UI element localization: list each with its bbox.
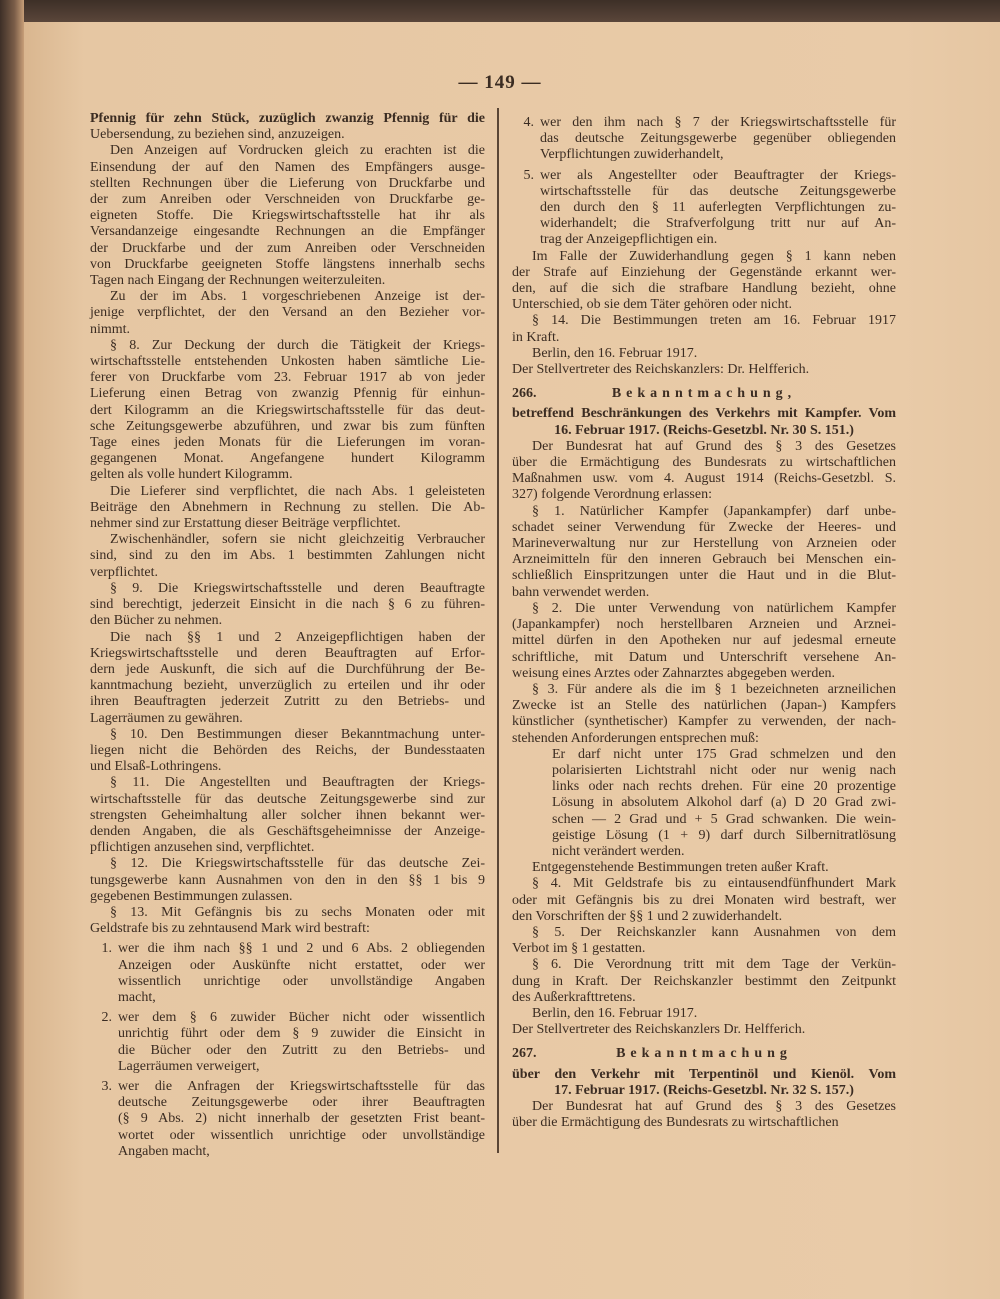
text-line: ferer von Druckfarbe vom 23. Februar 1917 ab von jeder <box>90 370 485 386</box>
list-item-text <box>118 941 485 1006</box>
text-line: § 1. Natürlicher Kampfer (Japankampfer) darf unbe- <box>532 503 896 519</box>
scan-top-edge <box>0 0 1000 22</box>
text-line: stellten Rechnungen über die Lieferung von Druckfarbe und <box>90 175 485 191</box>
text-line: Tagen nach Eingang der Rechnungen weiterzuleiten. <box>90 273 386 289</box>
text-line: 327) folgende Verordnung erlassen: <box>512 487 712 503</box>
text-line: Zwischenhändler, sofern sie nicht gleichzeitig Verbraucher <box>110 532 485 548</box>
text-line: Kriegswirtschaftsstelle und deren Beauftragten auf Erfor- <box>90 645 485 661</box>
list-item-number: 2. <box>101 1010 112 1026</box>
list-item <box>90 1010 485 1075</box>
text-line: denden Angaben, die als Geschäftsgeheimnisse der Anzeige- <box>90 823 485 839</box>
text-line: Geldstrafe bis zu zehntausend Mark wird bestraft: <box>90 921 370 937</box>
text-line: Im Falle der Zuwiderhandlung gegen § 1 kann neben <box>532 248 896 264</box>
announcement-number: 266. <box>512 386 537 402</box>
paragraph <box>512 1099 896 1131</box>
text-line: Berlin, den 16. Februar 1917. <box>532 1005 698 1021</box>
text-line: widerhandelt; die Strafverfolgung tritt nur auf An- <box>540 216 896 232</box>
paragraph <box>512 682 896 747</box>
text-line: Beiträge den Abnehmern in Rechnung zu stellen. Die Ab- <box>90 499 485 515</box>
text-line: Verbot im § 1 gestatten. <box>512 941 646 957</box>
text-line: von Druckfarbe geeigneten Stoffe längstens innerhalb sechs <box>90 256 485 272</box>
text-line: wortet oder wissentlich unrichtige oder unvollständige <box>118 1127 485 1143</box>
signature-line <box>512 362 896 378</box>
text-line: § 9. Die Kriegswirtschaftsstelle und deren Beauftragte <box>110 580 485 596</box>
text-line: stehenden Anforderungen entsprechen muß: <box>512 730 759 746</box>
left-column <box>90 111 485 1160</box>
text-line: und Elsaß-Lothringens. <box>90 759 222 775</box>
list-item <box>512 168 896 249</box>
text-line: Einsendung der auf den Namen des Empfängers ausge- <box>90 159 485 175</box>
announcement-number: 267. <box>512 1046 537 1062</box>
paragraph <box>512 957 896 1006</box>
list-item-number: 3. <box>101 1078 112 1094</box>
text-line: Lagerräumen zu gewähren. <box>90 710 243 726</box>
text-line: dung in Kraft. Der Reichskanzler bestimmt den Zeitpunkt <box>512 973 896 989</box>
list-item-number: 1. <box>101 941 112 957</box>
list-item-text <box>540 115 896 164</box>
text-line: Berlin, den 16. Februar 1917. <box>532 345 698 361</box>
paragraph <box>512 860 896 876</box>
text-line: über den Verkehr mit Terpentinöl und Kienöl. Vom <box>512 1066 896 1082</box>
text-line: 17. Februar 1917. (Reichs-Gesetzbl. Nr. 32 S. 157.) <box>554 1082 854 1098</box>
indented-specification <box>512 747 896 860</box>
text-line: Die Lieferer sind verpflichtet, die nach Abs. 1 geleisteten <box>110 483 485 499</box>
list-item-text <box>540 168 896 249</box>
text-line: Arzneimitteln für den inneren Gebrauch bei Menschen ein- <box>512 552 896 568</box>
text-line: wer dem § 6 zuwider Bücher nicht oder wissentlich <box>118 1010 485 1026</box>
paragraph <box>90 581 485 630</box>
text-line: wissentlich unrichtige oder unvollständige Angaben <box>118 973 485 989</box>
text-line: sind berechtigt, jederzeit Einsicht in die nach § 6 zu führen- <box>90 597 485 613</box>
text-line: jenige verpflichtet, der den Versand an den Bezieher vor- <box>90 305 485 321</box>
text-line: Die nach §§ 1 und 2 Anzeigepflichtigen haben der <box>110 629 485 645</box>
paragraph <box>90 143 485 289</box>
paragraph <box>90 484 485 533</box>
list-item-text <box>118 1010 485 1075</box>
text-line: Er darf nicht unter 175 Grad schmelzen und den <box>552 746 896 762</box>
text-line: mittel dürfen in den Apotheken nur auf jedesmal erneute <box>512 633 896 649</box>
text-line: wirtschaftsstelle entstehenden Unkosten haben sämtliche Lie- <box>90 354 485 370</box>
text-line: Anzeigen oder Auskünfte nicht erstattet, oder wer <box>118 957 485 973</box>
text-line: geistige Lösung (1 + 9) darf durch Silbernitratlösung <box>552 827 896 843</box>
text-line: betreffend Beschränkungen des Verkehrs mit Kampfer. Vom <box>512 406 896 422</box>
text-line: links oder nach rechts drehen. Für eine 20 prozentige <box>552 779 896 795</box>
text-line: unrichtig führt oder dem § 9 zuwider die Einsicht in <box>118 1026 485 1042</box>
text-line: tungsgewerbe kann Ausnahmen von den in den §§ 1 bis 9 <box>90 872 485 888</box>
list-item <box>512 115 896 164</box>
text-line: weisung eines Arztes oder Zahnarztes abgegeben werden. <box>512 665 836 681</box>
text-line: in Kraft. <box>512 329 560 345</box>
text-line: wer den ihm nach § 7 der Kriegswirtschaftsstelle für <box>540 115 896 130</box>
text-line: bahn verwendet werden. <box>512 584 650 600</box>
text-line: wer als Angestellter oder Beauftragter der Kriegs- <box>540 167 896 183</box>
text-line: trag der Anzeigepflichtigen ein. <box>540 232 718 248</box>
text-line: § 12. Die Kriegswirtschaftsstelle für das deutsche Zei- <box>110 856 485 872</box>
paragraph <box>512 439 896 504</box>
text-line: dert Kilogramm an die Kriegswirtschaftsstelle für das deut- <box>90 402 485 418</box>
paragraph <box>512 925 896 957</box>
text-line: Marineverwaltung nur zur Herstellung von Arzneien oder <box>512 536 896 552</box>
paragraph <box>90 111 485 143</box>
paragraph <box>512 249 896 314</box>
text-line: Pfennig für zehn Stück, zuzüglich zwanzig Pfennig für die <box>90 111 485 126</box>
text-line: den Bücher zu nehmen. <box>90 613 223 629</box>
text-line: Zu der im Abs. 1 vorgeschriebenen Anzeige ist der- <box>110 289 485 305</box>
text-line: nicht verändert werden. <box>552 843 685 859</box>
text-line: des Außerkrafttretens. <box>512 989 636 1005</box>
text-line: strengsten Geheimhaltung aller solcher ihnen bekannt wer- <box>90 807 485 823</box>
announcement-subtitle <box>512 406 896 438</box>
paragraph <box>90 775 485 856</box>
text-line: Der Stellvertreter des Reichskanzlers: Dr. Helfferich. <box>512 362 810 378</box>
text-line: das deutsche Zeitungsgewerbe gegenüber obliegenden <box>540 131 896 147</box>
text-line: gegebenen Bestimmungen zulassen. <box>90 888 293 904</box>
text-line: den durch den § 11 auferlegten Verpflichtungen zu- <box>540 200 896 216</box>
text-line: Uebersendung, zu beziehen sind, anzuzeigen. <box>90 127 345 143</box>
text-line: wirtschaftsstelle für das deutsche Zeitungsgewerbe sind zur <box>90 791 485 807</box>
text-line: den Vorschriften der §§ 1 und 2 zuwiderhandelt. <box>512 908 783 924</box>
text-line: Lieferung einen Betrag von zwanzig Pfennig für einhun- <box>90 386 485 402</box>
paragraph <box>512 601 896 682</box>
text-line: Lagerräumen verweigert, <box>118 1058 260 1074</box>
page-number: — 149 — <box>458 72 542 93</box>
paragraph <box>512 876 896 925</box>
paragraph <box>90 905 485 937</box>
text-line: den, auf die sich die strafbare Handlung bezieht, ohne <box>512 281 896 297</box>
announcement-title: Bekanntmachung, <box>611 386 797 402</box>
text-line: nehmer sind zur Erstattung dieser Beiträge verpflichtet. <box>90 516 401 532</box>
text-line: deutsche Zeitungsgewerbe oder ihrer Beauftragten <box>118 1095 485 1111</box>
list-item <box>90 941 485 1006</box>
text-line: § 11. Die Angestellten und Beauftragten der Kriegs- <box>110 775 485 791</box>
text-line: gegangenen Monat. Angefangene hundert Kilogramm <box>90 451 485 467</box>
text-line: ihren Beauftragten jederzeit Zutritt zu den Betriebs- und <box>90 694 485 710</box>
text-line: liegen nicht die Behörden des Reichs, der Bundesstaaten <box>90 742 485 758</box>
text-line: Versandanzeige eingesandte Rechnungen an die Empfänger <box>90 224 485 240</box>
paragraph <box>512 504 896 601</box>
text-line: Verpflichtungen zuwiderhandelt, <box>540 147 724 163</box>
paragraph <box>90 856 485 905</box>
text-line: polarisierten Lichtstrahl nicht oder nur wenig nach <box>552 762 896 778</box>
paragraph <box>512 313 896 345</box>
paragraph <box>512 1006 896 1022</box>
text-line: verpflichtet. <box>90 564 159 580</box>
announcement-title: Bekanntmachung <box>616 1046 792 1062</box>
announcement-heading <box>512 1046 896 1062</box>
text-line: nimmt. <box>90 321 131 337</box>
paragraph <box>90 338 485 484</box>
text-line: Zwecke ist an Stelle des natürlichen (Japan-) Kampfers <box>512 698 896 714</box>
text-line: künstlicher (synthetischer) Kampfer zu verwenden, der nach- <box>512 714 896 730</box>
text-line: (§ 9 Abs. 2) nicht innerhalb der gesetzten Frist beant- <box>118 1111 485 1127</box>
text-line: schließlich Einspritzungen unter die Haut und in die Blut- <box>512 568 896 584</box>
text-line: Angaben macht, <box>118 1143 210 1159</box>
text-line: § 8. Zur Deckung der durch die Tätigkeit der Kriegs- <box>110 337 485 353</box>
text-line: der Strafe auf Einziehung der Gegenstände erkannt wer- <box>512 264 896 280</box>
text-line: (Japankampfer) noch herstellbaren Arzneien und Arznei- <box>512 617 896 633</box>
paragraph <box>512 346 896 362</box>
text-line: macht, <box>118 989 156 1005</box>
announcement-heading <box>512 386 896 402</box>
text-line: Der Stellvertreter des Reichskanzlers Dr. Helfferich. <box>512 1022 806 1038</box>
text-line: § 4. Mit Geldstrafe bis zu eintausendfünfhundert Mark <box>532 876 896 892</box>
text-line: wer die Anfragen der Kriegswirtschaftsstelle für das <box>118 1078 485 1094</box>
text-line: Der Bundesrat hat auf Grund des § 3 des Gesetzes <box>532 1098 896 1114</box>
text-line: § 10. Den Bestimmungen dieser Bekanntmachung unter- <box>110 726 485 742</box>
text-line: § 3. Für andere als die im § 1 bezeichneten arzneilichen <box>532 681 896 697</box>
text-line: Lösung in absolutem Alkohol darf (a) D 20 Grad zwi- <box>552 795 896 811</box>
paragraph <box>90 727 485 776</box>
text-line: sind, sind zu den im Abs. 1 bestimmten Zahlungen nicht <box>90 548 485 564</box>
list-item-text <box>118 1079 485 1160</box>
text-line: § 14. Die Bestimmungen treten am 16. Februar 1917 <box>532 313 896 329</box>
text-line: Unterschied, ob sie dem Täter gehören oder nicht. <box>512 297 793 313</box>
scan-binding-edge <box>0 0 24 1299</box>
column-divider <box>497 108 499 1153</box>
text-line: die Bücher oder den Zutritt zu den Betriebs- und <box>118 1042 485 1058</box>
text-line: wer die ihm nach §§ 1 und 2 und 6 Abs. 2 obliegenden <box>118 941 485 957</box>
announcement-subtitle <box>512 1067 896 1099</box>
text-line: Den Anzeigen auf Vordrucken gleich zu erachten ist die <box>110 143 485 159</box>
text-line: dern jede Auskunft, die sich auf die Durchführung der Be- <box>90 661 485 677</box>
text-line: über die Ermächtigung des Bundesrats zu wirtschaftlichen <box>512 455 896 471</box>
list-item-number: 4. <box>523 115 534 130</box>
text-line: eigneten Stoffe. Die Kriegswirtschaftsstelle hat ihr als <box>90 208 485 224</box>
text-line: § 5. Der Reichskanzler kann Ausnahmen von dem <box>532 924 896 940</box>
text-line: kanntmachung bezieht, unverzüglich zu erteilen und ihr oder <box>90 678 485 694</box>
text-line: Tage eines jeden Monats für die Lieferungen im voran- <box>90 435 485 451</box>
text-line: § 13. Mit Gefängnis bis zu sechs Monaten oder mit <box>110 904 485 920</box>
text-line: Maßnahmen usw. vom 4. August 1914 (Reichs-Gesetzbl. S. <box>512 471 896 487</box>
text-line: § 6. Die Verordnung tritt mit dem Tage der Verkün- <box>532 957 896 973</box>
right-column <box>512 111 896 1131</box>
text-line: schriftliche, mit Datum und Unterschrift versehene An- <box>512 649 896 665</box>
text-line: oder mit Gefängnis bis zu drei Monaten wird bestraft, wer <box>512 892 896 908</box>
text-line: gelten als volle hundert Kilogramm. <box>90 467 293 483</box>
text-line: wirtschaftsstelle für das deutsche Zeitungsgewerbe <box>540 183 896 199</box>
text-line: 16. Februar 1917. (Reichs-Gesetzbl. Nr. 30 S. 151.) <box>554 422 854 438</box>
paragraph <box>90 630 485 727</box>
paragraph <box>90 532 485 581</box>
text-line: Der Bundesrat hat auf Grund des § 3 des Gesetzes <box>532 438 896 454</box>
paragraph <box>90 289 485 338</box>
list-item <box>90 1079 485 1160</box>
text-line: Entgegenstehende Bestimmungen treten außer Kraft. <box>532 860 829 876</box>
text-line: § 2. Die unter Verwendung von natürlichem Kampfer <box>532 600 896 616</box>
text-line: über die Ermächtigung des Bundesrats zu wirtschaftlichen <box>512 1115 839 1131</box>
text-line: schadet seiner Verwendung für Zwecke der Heeres- und <box>512 519 896 535</box>
text-line: sche Zeitungsgewerbe abzuführen, und zwar bis zum fünften <box>90 418 485 434</box>
signature-line <box>512 1022 896 1038</box>
text-line: der zum Anreiben oder Verschneiden von Druckfarbe ge- <box>90 192 485 208</box>
text-line: schen — 2 Grad und + 5 Grad schwanken. Die wein- <box>552 811 896 827</box>
text-line: der Druckfarbe und der zum Anreiben oder Verschneiden <box>90 240 485 256</box>
text-line: pflichtigen anzusehen sind, verpflichtet. <box>90 840 315 856</box>
list-item-number: 5. <box>523 167 534 183</box>
